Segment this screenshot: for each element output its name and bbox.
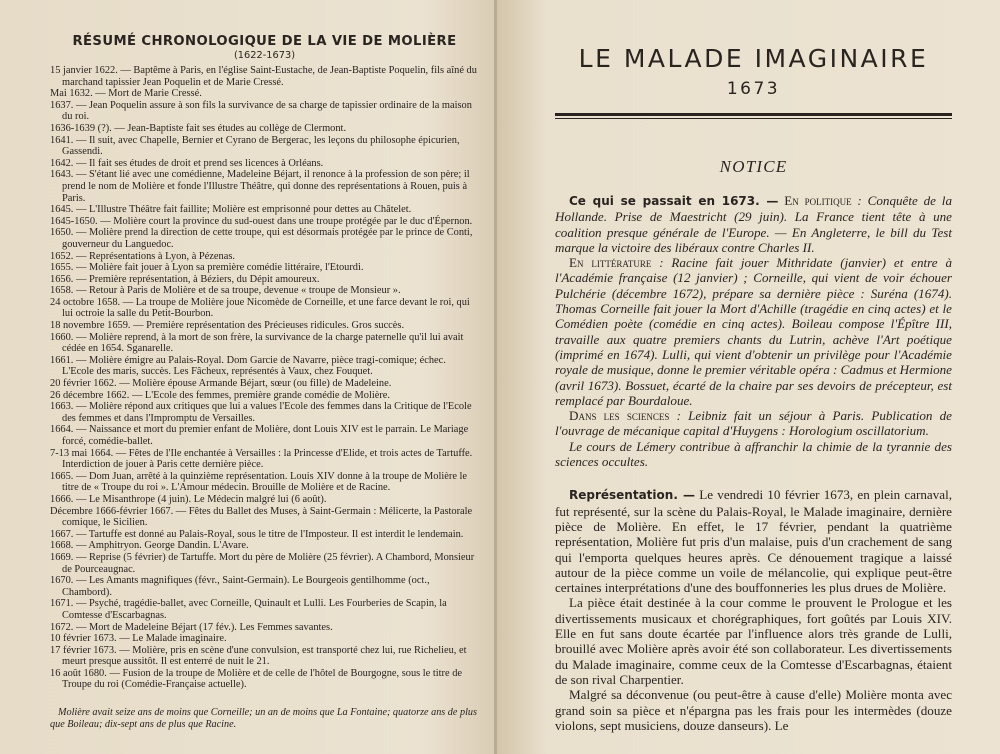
chronology-entry: 1645-1650. — Molière court la province du sud-ouest dans une troupe protégée par le duc d'Épernon. — [50, 215, 473, 227]
right-page — [497, 0, 1000, 754]
sciences-text: : Leibniz fait un séjour à Paris. Publication de l'ouvrage de mécanique capital d'Huygens : Horologium oscillatorium. — [555, 408, 952, 439]
chronology-entry: 16 août 1680. — Fusion de la troupe de Molière et de celle de l'hôtel de Bourgogne, sous le titre de Troupe du roi (Comédie-Française actuelle). — [50, 667, 463, 691]
chronology-title: RÉSUMÉ CHRONOLOGIQUE DE LA VIE DE MOLIÈRE — [72, 34, 457, 49]
chronology-entry: 1655. — Molière fait jouer à Lyon sa première comédie littéraire, l'Etourdi. — [50, 262, 364, 274]
chronology-entry: 1668. — Amphitryon. George Dandin. L'Avare. — [50, 540, 249, 552]
chronology-entry: 1636-1639 (?). — Jean-Baptiste fait ses études au collège de Clermont. — [50, 122, 347, 134]
paragraph-sciences — [555, 408, 952, 439]
paragraph-lead: Ce qui se passait en 1673. — — [569, 194, 779, 208]
chronology-entry: 20 février 1662. — Molière épouse Armande Béjart, sœur (ou fille) de Madeleine. — [50, 378, 392, 390]
play-title: LE MALADE IMAGINAIRE — [578, 44, 929, 73]
chronology-entry: 1641. — Il suit, avec Chapelle, Bernier et Cyrano de Bergerac, les leçons du philosophe épicurien, Gassendi. — [50, 134, 460, 158]
politics-text: : Conquête de la Hollande. Prise de Maestricht (29 juin). La France tient tête à une coalition presque générale de l'Europe. — En Angleterre, le bill du Test marque la victoire des libéraux contre Charles II. — [555, 193, 952, 255]
chronology-entry: 1645. — L'Illustre Théâtre fait faillite; Molière est emprisonné pour dettes au Châtelet. — [50, 204, 412, 216]
chronology-entry: 1670. — Les Amants magnifiques (févr., Saint-Germain). Le Bourgeois gentilhomme (oct., Chambord). — [50, 575, 430, 598]
chronology-entry: 1656. — Première représentation, à Béziers, du Dépit amoureux. — [50, 273, 320, 285]
paragraph-lemery: Le cours de Lémery contribue à affranchir la chimie de la tyrannie des sciences occultes. — [555, 438, 952, 470]
chronology-entry: 1664. — Naissance et mort du premier enfant de Molière, dont Louis XIV est le parrain. Le Mariage forcé, comédie-ballet. — [50, 424, 469, 447]
play-year: 1673 — [726, 79, 781, 99]
chronology-entry: 18 novembre 1659. — Première représentation des Précieuses ridicules. Gros succès. — [50, 320, 405, 332]
chronology-entry: Mai 1632. — Mort de Marie Cressé. — [50, 88, 202, 100]
paragraph-representation — [555, 487, 952, 595]
title-rule — [555, 113, 952, 119]
chronology-entry: 15 janvier 1622. — Baptême à Paris, en l'église Saint-Eustache, de Jean-Baptiste Poquelin, fils aîné du marchand tapissier Jean Poquelin et de Marie Cressé. — [50, 65, 477, 88]
chronology-entry: Décembre 1666-février 1667. — Fêtes du Ballet des Muses, à Saint-Germain : Mélicerte, la Pastorale comique, le Sicilien. — [50, 505, 473, 529]
chronology-entry: 1671. — Psyché, tragédie-ballet, avec Corneille, Quinault et Lulli. Les Fourberies de Scapin, la Comtesse d'Escarbagnas. — [50, 598, 447, 621]
section-heading: NOTICE — [719, 157, 788, 176]
chronology-entry: 1660. — Molière reprend, à la mort de son frère, la survivance de la charge paternelle qu'il lui avait cédée en 1654. Sganarelle. — [50, 331, 464, 355]
chronology-list — [50, 65, 479, 691]
chronology-entry: 7-13 mai 1664. — Fêtes de l'Ile enchantée à Versailles : la Princesse d'Elide, et trois actes de Tartuffe. Interdiction de jouer à Paris cette dernière pièce. — [50, 447, 473, 471]
chronology-note: Molière avait seize ans de moins que Corneille; un an de moins que La Fontaine; quatorze ans de plus que Boileau; dix-sept ans de plus que Racine. — [50, 707, 477, 730]
paragraph-politics — [555, 193, 952, 255]
chronology-entry: 1643. — S'étant lié avec une comédienne, Madeleine Béjart, il renonce à la profession de son père; il prend le nom de Molière et fonde l'Illustre Théâtre, qui donne des représentations à Rouen, puis à Paris. — [50, 169, 470, 204]
chronology-entry: 1637. — Jean Poquelin assure à son fils la survivance de sa charge de tapissier ordinaire de la maison du roi. — [50, 99, 472, 123]
chronology-entry: 24 octobre 1658. — La troupe de Molière joue Nicomède de Corneille, et une farce devant le roi, qui lui octroie la salle du Petit-Bourbon. — [50, 296, 470, 320]
paragraph-court: La pièce était destinée à la cour comme le prouvent le Prologue et les divertissements musicaux et chorégraphiques, fort goûtés par Louis XIV. Elle en fut sans doute écartée par l'influence alors très grande de Lulli, brouillé avec Molière après avoir été son collaborateur. Les divertissements du Malade imaginaire, comme ceux de la Comtesse d'Escarbagnas, étaient de son rival Charpentier. — [555, 595, 952, 687]
chronology-entry: 1652. — Représentations à Lyon, à Pézenas. — [50, 250, 235, 262]
chronology-entry: 1667. — Tartuffe est donné au Palais-Royal, sous le titre de l'Imposteur. Il est interdit le lendemain. — [50, 528, 464, 540]
chronology-entry: 1672. — Mort de Madeleine Béjart (17 fév.). Les Femmes savantes. — [50, 621, 333, 633]
chronology-entry: 1650. — Molière prend la direction de cette troupe, qui est désormais protégée par le prince de Conti, gouverneur du Languedoc. — [50, 227, 473, 250]
paragraph-staging: Malgré sa déconvenue (ou peut-être à cause d'elle) Molière monta avec grand soin sa pièce et n'épargna pas les frais pour les intermèdes (douze violons, sept musiciens, douze danseurs). Le — [555, 687, 952, 733]
chronology-entry: 1669. — Reprise (5 février) de Tartuffe. Mort du père de Molière (25 février). A Chambord, Monsieur de Pourceaugnac. — [50, 551, 475, 575]
representation-lead: Représentation. — — [569, 488, 696, 503]
representation-text: Le vendredi 10 février 1673, en plein carnaval, fut représenté, sur la scène du Palais-Royal, le Malade imaginaire, dernière pièce de Molière. En effet, le 17 février, pendant la quatrième représentation, Molière fut pris d'un malaise, puis d'un crachement de sang qui l'emporta quelques heures après. Ce dénouement tragique a laissé autour de la pièce comme un voile de mélancolie, qui explique peut-être certaines interprétations d'une des bouffonneries les plus drues de Molière. — [555, 487, 953, 596]
chronology-entry: 1663. — Molière répond aux critiques que lui a values l'Ecole des femmes dans la Critique de l'Ecole des femmes et dans l'Impromptu de Versailles. — [50, 401, 472, 424]
left-page — [0, 0, 497, 754]
chronology-entry: 1665. — Dom Juan, arrêté à la quinzième représentation. Louis XIV donne à la troupe de Molière le titre de « Troupe du roi ». L'Amour médecin. Brouille de Molière et de Racine. — [50, 470, 468, 494]
chronology-entry: 17 février 1673. — Molière, pris en scène d'une convulsion, est transporté chez lui, rue Richelieu, et meurt presque aussitôt. Il est enterré de nuit le 21. — [50, 644, 467, 668]
chronology-entry: 1661. — Molière émigre au Palais-Royal. Dom Garcie de Navarre, pièce tragi-comique; échec. L'Ecole des maris, succès. Les Fâcheux, représentés à Vaux, chez Fouquet. — [50, 354, 446, 378]
literature-label: En littérature — [569, 255, 652, 271]
politics-label: En politique — [784, 193, 852, 208]
chronology-subtitle: (1622-1673) — [233, 50, 296, 61]
chronology-entry: 1658. — Retour à Paris de Molière et de sa troupe, devenue « troupe de Monsieur ». — [50, 285, 401, 297]
sciences-label: Dans les sciences — [569, 408, 670, 424]
chronology-entry: 26 décembre 1662. — L'Ecole des femmes, première grande comédie de Molière. — [50, 389, 391, 401]
literature-text: : Racine fait jouer Mithridate (janvier) et entre à l'Académie française (12 janvier) ; Corneille, qui vient de voir échouer Pulchérie (décembre 1672), prépare sa dernière pièce : Suréna (1674). Thomas Corneille fait jouer la Mort d'Achille (tragédie en cinq actes) et le Comédien poète (comédie en cinq actes). Boileau compose l'Épître III, travaille aux quatre premiers chants du Lutrin, achève l'Art poétique (imprimé en 1674). Lulli, qui vient d'obtenir un privilège pour l'Académie royale de musique, donne le premier véritable opéra : Cadmus et Hermione (avril 1673). Bossuet, écarté de la chaire par ses devoirs de précepteur, est remplacé par Bourdaloue. — [555, 255, 952, 408]
chronology-entry: 10 février 1673. — Le Malade imaginaire. — [50, 633, 227, 645]
paragraph-literature — [555, 255, 952, 408]
chronology-entry: 1642. — Il fait ses études de droit et prend ses licences à Orléans. — [50, 157, 324, 169]
chronology-entry: 1666. — Le Misanthrope (4 juin). Le Médecin malgré lui (6 août). — [50, 493, 327, 505]
